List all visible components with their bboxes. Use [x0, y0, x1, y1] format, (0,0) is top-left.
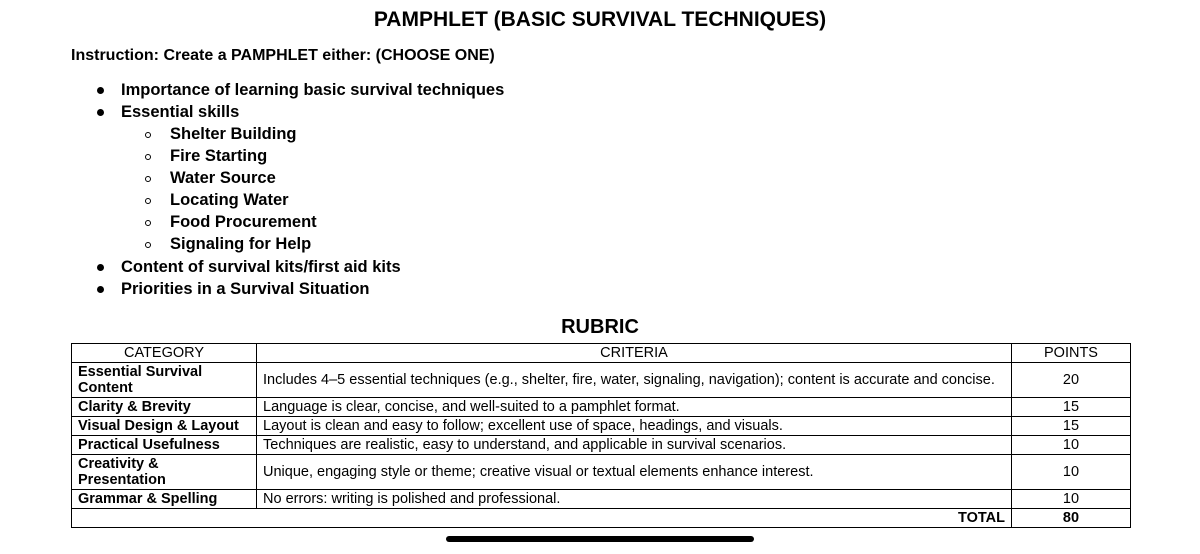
table-row	[72, 363, 1131, 398]
points-header: POINTS	[1012, 344, 1131, 363]
rubric-title: RUBRIC	[561, 316, 639, 338]
table-row	[72, 455, 1131, 490]
circle-bullet-icon	[145, 176, 151, 182]
sub-list-item	[0, 211, 504, 233]
total-value: 80	[1012, 509, 1131, 528]
list-item-label: Essential skills	[121, 103, 240, 121]
category-cell: Grammar & Spelling	[72, 490, 257, 509]
list-item-label: Importance of learning basic survival techniques	[121, 81, 505, 99]
category-header: CATEGORY	[72, 344, 257, 363]
circle-bullet-icon	[145, 242, 151, 248]
bullet-icon	[97, 264, 104, 271]
circle-bullet-icon	[145, 220, 151, 226]
total-label: TOTAL	[72, 509, 1012, 528]
bullet-icon	[97, 286, 104, 293]
bullet-icon	[97, 87, 104, 94]
criteria-cell: No errors: writing is polished and professional.	[257, 490, 1012, 509]
sub-list-item-label: Water Source	[170, 169, 276, 187]
sub-list-item-label: Food Procurement	[170, 213, 317, 231]
points-cell: 10	[1012, 490, 1131, 509]
home-indicator[interactable]	[446, 536, 754, 542]
criteria-cell: Language is clear, concise, and well-suited to a pamphlet format.	[257, 398, 1012, 417]
category-cell: Visual Design & Layout	[72, 417, 257, 436]
points-cell: 10	[1012, 436, 1131, 455]
list-item-label: Content of survival kits/first aid kits	[121, 258, 401, 276]
topic-list	[0, 79, 504, 300]
criteria-cell: Layout is clean and easy to follow; excellent use of space, headings, and visuals.	[257, 417, 1012, 436]
sub-list-item	[0, 123, 504, 145]
criteria-cell: Unique, engaging style or theme; creative visual or textual elements enhance interest.	[257, 455, 1012, 490]
sub-list-item	[0, 233, 504, 255]
table-header-row	[72, 344, 1131, 363]
list-item-label: Priorities in a Survival Situation	[121, 280, 370, 298]
sub-list-item	[0, 145, 504, 167]
points-cell: 10	[1012, 455, 1131, 490]
category-cell: Creativity & Presentation	[72, 455, 257, 490]
sub-list-item-label: Shelter Building	[170, 125, 297, 143]
instruction-text: Instruction: Create a PAMPHLET either: (CHOOSE ONE)	[71, 47, 495, 64]
sub-list-item	[0, 167, 504, 189]
table-row	[72, 436, 1131, 455]
sub-list-item-label: Locating Water	[170, 191, 289, 209]
list-item	[0, 101, 504, 123]
rubric-table	[71, 343, 1131, 528]
bullet-icon	[97, 109, 104, 116]
circle-bullet-icon	[145, 132, 151, 138]
points-cell: 15	[1012, 417, 1131, 436]
sub-list-item	[0, 189, 504, 211]
total-row	[72, 509, 1131, 528]
table-row	[72, 417, 1131, 436]
list-item	[0, 79, 504, 101]
points-cell: 15	[1012, 398, 1131, 417]
list-item	[0, 256, 504, 278]
category-cell: Essential Survival Content	[72, 363, 257, 398]
sub-list-item-label: Fire Starting	[170, 147, 268, 165]
table-row	[72, 490, 1131, 509]
table-row	[72, 398, 1131, 417]
circle-bullet-icon	[145, 154, 151, 160]
list-item	[0, 278, 504, 300]
criteria-cell: Includes 4–5 essential techniques (e.g., shelter, fire, water, signaling, navigation); content is accurate and concise.	[257, 363, 1012, 398]
circle-bullet-icon	[145, 198, 151, 204]
page-title: PAMPHLET (BASIC SURVIVAL TECHNIQUES)	[373, 8, 827, 31]
sub-list-item-label: Signaling for Help	[170, 235, 312, 253]
points-cell: 20	[1012, 363, 1131, 398]
criteria-header: CRITERIA	[257, 344, 1012, 363]
category-cell: Practical Usefulness	[72, 436, 257, 455]
category-cell: Clarity & Brevity	[72, 398, 257, 417]
criteria-cell: Techniques are realistic, easy to understand, and applicable in survival scenarios.	[257, 436, 1012, 455]
